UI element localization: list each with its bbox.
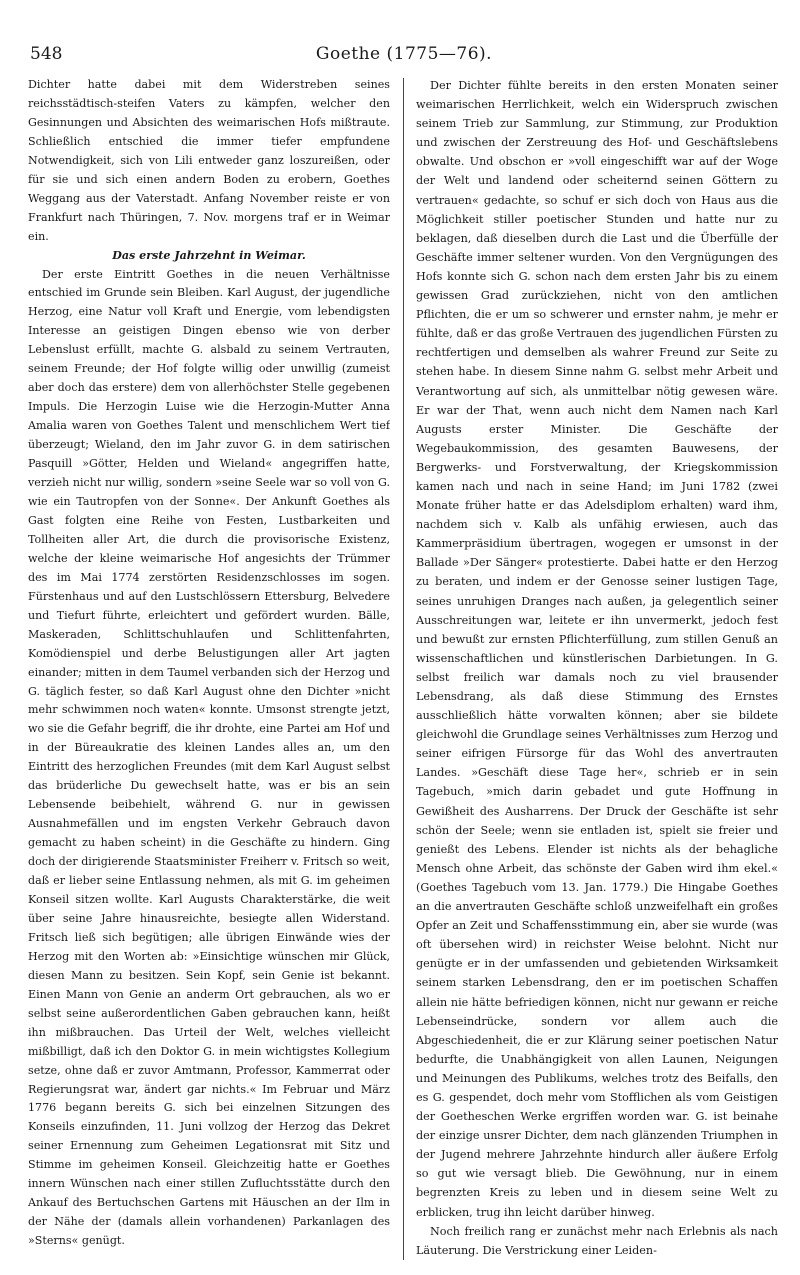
paragraph: Dichter hatte dabei mit dem Widerstreben seines reichsstädtisch-steifen Vaters zu kämpfen, welcher den Gesinnungen und Absichten des weimarischen Hofs mißtraute. Schließlich entschied die immer tiefer empfundene Notwendigkeit, sich von Lili entweder ganz loszureißen, oder für sie und sich einen andern Boden zu erobern, Goethes Weggang aus der Vaterstadt. Anfang November reiste er von Frankfurt nach Thüringen, 7. Nov. morgens traf er in Weimar ein. xyxy=(28,78,390,243)
section-heading: Das erste Jahrzehnt in Weimar. xyxy=(112,248,306,262)
paragraph: Noch freilich rang er zunächst mehr nach Erlebnis als nach Läuterung. Die Verstrickung einer Leiden- xyxy=(416,1224,778,1257)
page-header xyxy=(28,40,780,68)
running-title: Goethe (1775—76). xyxy=(315,44,493,64)
right-column xyxy=(416,76,778,1264)
page-number: 548 xyxy=(30,44,63,64)
paragraph: Der erste Eintritt Goethes in die neuen Verhältnisse entschied im Grunde sein Bleiben. Karl August, der jugendliche Herzog, eine Natur voll Kraft und Energie, vom lebendigsten Interesse an geistigen Dingen ebenso wie von derber Lebenslust erfüllt, machte G. alsbald zu seinem Vertrauten, seinem Freunde; der Hof folgte willig oder unwillig (zumeist aber doch das erstere) dem von allerhöchster Stelle gegebenen Impuls. Die Herzogin Luise wie die Herzogin-Mutter Anna Amalia waren von Goethes Talent und menschlichem Wert tief überzeugt; Wieland, den im Jahr zuvor G. in dem satirischen Pasquill »Götter, Helden und Wieland« angegriffen hatte, verzieh nicht nur willig, sondern »seine Seele war so voll von G. wie ein Tautropfen von der Sonne«. Der Ankunft Goethes als Gast folgten eine Reihe von Festen, Lustbarkeiten und Tollheiten aller Art, die durch die provisorische Existenz, welche der kleine weimarische Hof angesichts der Trümmer des im Mai 1774 zerstörten Residenzschlosses im sogen. Fürstenhaus und auf den Lustschlössern Ettersburg, Belvedere und Tiefurt führte, erleichtert und gefördert wurden. Bälle, Maskeraden, Schlittschuhlaufen und Schlittenfahrten, Komödienspiel und derbe Belustigungen aller Art jagten einander; mitten in dem Taumel verbanden sich der Herzog und G. täglich fester, so daß Karl August ohne den Dichter »nicht mehr schwimmen noch waten« konnte. Umsonst strengte jetzt, wo sie die Gefahr begriff, die ihr drohte, eine Partei am Hof und in der Büreaukratie des kleinen Landes alles an, um den Eintritt des herzoglichen Freundes (mit dem Karl August selbst das brüderliche Du gewechselt hatte, was er bis an sein Lebensende beibehielt, während G. nur in gewissen Ausnahmefällen und im engsten Verkehr Gebrauch davon gemacht zu haben scheint) in die Geschäfte zu hindern. Ging doch der dirigierende Staatsminister Freiherr v. Fritsch so weit, daß er lieber seine Entlassung nehmen, als mit G. im geheimen Konseil sitzen wollte. Karl Augusts Charakterstärke, die weit über seine Jahre hinausreichte, besiegte allen Widerstand. Fritsch ließ sich begütigen; alle übrigen Einwände wies der Herzog mit den Worten ab: »Einsichtige wünschen mir Glück, diesen Mann zu besitzen. Sein Kopf, sein Genie ist bekannt. Einen Mann von Genie an anderm Ort gebrauchen, als wo er selbst seine außerordentlichen Gaben gebrauchen kann, heißt ihn mißbrauchen. Das Urteil der Welt, welches vielleicht mißbilligt, daß ich den Doktor G. in mein wichtigstes Kollegium setze, ohne daß er zuvor Amtmann, Professor, Kammerrat oder Regierungsrat war, ändert gar nichts.« Im Februar und März 1776 begann bereits G. sich bei einzelnen Sitzungen des Konseils einzufinden, 11. Juni vollzog der Herzog das Dekret seiner Ernennung zum Geheimen Legationsrat mit Sitz und Stimme im geheimen Konseil. Gleichzeitig hatte er Goethes innern Wünschen nach einer stillen Zufluchtsstätte durch den Ankauf des Bertuchschen Gartens mit Häuschen an der Ilm in der Nähe der (damals allein vorhandenen) Parkanlagen des »Sterns« genügt. xyxy=(28,267,390,1248)
paragraph: Der Dichter fühlte bereits in den ersten Monaten seiner weimarischen Herrlichkeit, welch ein Widerspruch zwischen seinem Trieb zur Sammlung, zur Stimmung, zur Produktion und zwischen der Zerstreuung des Hof- und Geschäftslebens obwalte. Und obschon er »voll eingeschifft war auf der Woge der Welt und landend oder scheiternd seinen Göttern zu vertrauen« gedachte, so schuf er sich doch von Haus aus die Möglichkeit stiller poetischer Stunden und hatte nur zu beklagen, daß dieselben durch die Last und die Überfülle der Geschäfte immer seltener wurden. Von den Vergnügungen des Hofs konnte sich G. schon nach dem ersten Jahr bis zu einem gewissen Grad zurückziehen, nicht von den amtlichen Pflichten, die er um so schwerer und ernster nahm, je mehr er fühlte, daß er das große Vertrauen des jugendlichen Fürsten zu rechtfertigen und demselben als wahrer Freund zur Seite zu stehen habe. In diesem Sinne nahm G. selbst mehr Arbeit und Verantwortung auf sich, als unmittelbar nötig gewesen wäre. Er war der That, wenn auch nicht dem Namen nach Karl Augusts erster Minister. Die Geschäfte der Wegebaukommission, des gesamten Bauwesens, der Bergwerks- und Forstverwaltung, der Kriegskommission kamen nach und nach in seine Hand; im Juni 1782 (zwei Monate früher hatte er das Adelsdiplom erhalten) ward ihm, nachdem sich v. Kalb als unfähig erwiesen, auch das Kammerpräsidium übertragen, wogegen er umsonst in der Ballade »Der Sänger« protestierte. Dabei hatte er den Herzog zu beraten, und indem er der Genosse seiner lustigen Tage, seines unruhigen Dranges nach außen, ja gelegentlich seiner Ausschreitungen war, leitete er ihn unvermerkt, jedoch fest und bewußt zur ernsten Pflichterfüllung, zum stillen Genuß an wissenschaftlichen und künstlerischen Darbietungen. In G. selbst freilich war damals noch zu viel brausender Lebensdrang, als daß diese Stimmung des Ernstes ausschließlich hätte vorwalten können; aber sie bildete gleichwohl die Grundlage seines Verhältnisses zum Herzog und seiner eifrigen Fürsorge für das Wohl des anvertrauten Landes. »Geschäft diese Tage her«, schrieb er in sein Tagebuch, »mich darin gebadet und gute Hoffnung in Gewißheit des Ausharrens. Der Druck der Geschäfte ist sehr schön der Seele; wenn sie entladen ist, spielt sie freier und genießt des Lebens. Elender ist nichts als der behagliche Mensch ohne Arbeit, das schönste der Gaben wird ihm ekel.« (Goethes Tagebuch vom 13. Jan. 1779.) Die Hingabe Goethes an die anvertrauten Geschäfte schloß unzweifelhaft ein großes Opfer an Zeit und Schaffensstimmung ein, aber sie wurde (was oft übersehen wird) in reichster Weise belohnt. Nicht nur genügte er in der umfassenden und gebietenden Wirksamkeit seinem starken Lebensdrang, den er im poetischen Schaffen allein nie hätte befriedigen können, nicht nur gewann er reiche Lebenseindrücke, sondern vor allem auch die Abgeschiedenheit, die er zur Klärung seiner poetischen Natur bedurfte, die Unabhängigkeit von allen Launen, Neigungen und Meinungen des Publikums, welches trotz des Beifalls, den es G. gespendet, doch mehr vom Stofflichen als vom Geistigen der Goetheschen Werke ergriffen worden war. G. ist beinahe der einzige unsrer Dichter, dem nach glänzenden Triumphen in der Jugend mehrere Jahrzehnte hindurch aller äußere Erfolg so gut wie versagt blieb. Die Gewöhnung, nur in einem begrenzten Kreis zu leben und in diesem seine Welt zu erblicken, trug ihn leicht darüber hinweg. xyxy=(416,79,778,1219)
text-columns xyxy=(28,76,780,1264)
left-column xyxy=(28,76,390,1264)
column-divider xyxy=(403,78,404,1260)
document-page xyxy=(28,40,780,1268)
